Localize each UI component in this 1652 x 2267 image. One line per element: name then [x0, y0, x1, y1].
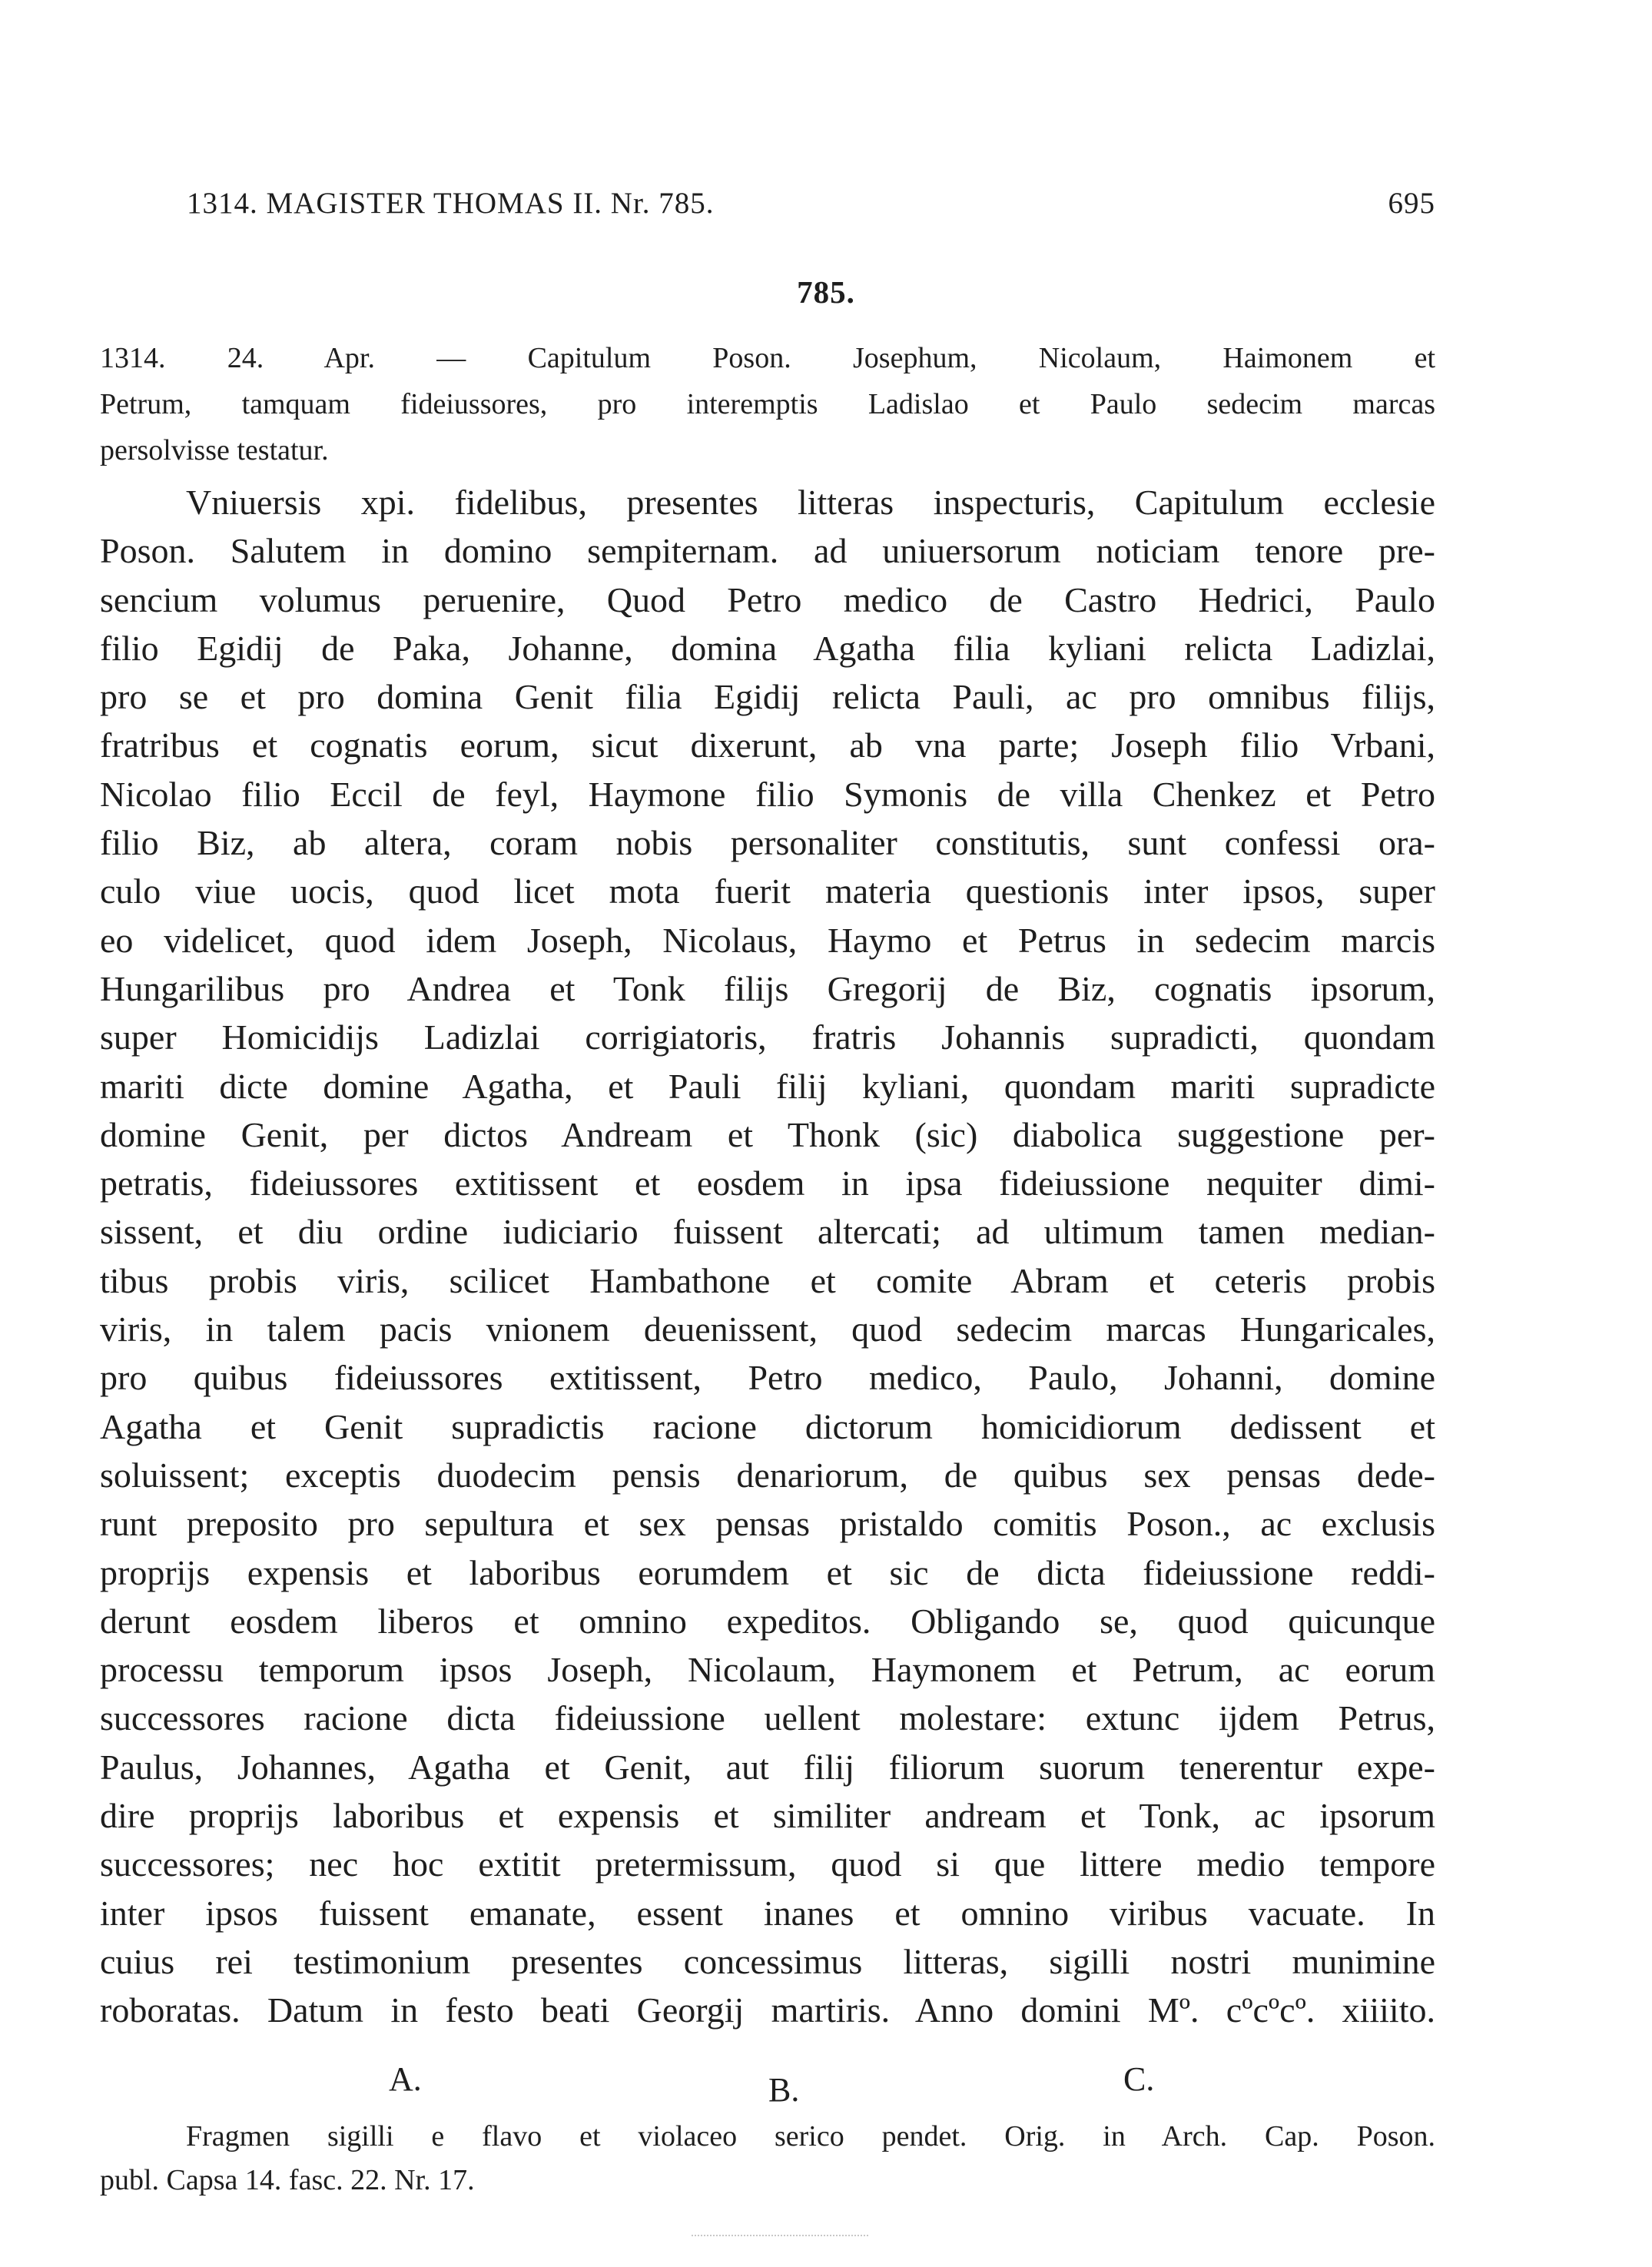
- charter-line: roboratas. Datum in festo beati Georgij martiris. Anno domini Mº. cºcºcº. xiiiito.: [100, 1990, 1435, 2030]
- sign-a: A.: [389, 2060, 422, 2098]
- footnote: [100, 2115, 1435, 2202]
- charter-line: mariti dicte domine Agatha, et Pauli filij kyliani, quondam mariti supradicte: [100, 1066, 1435, 1106]
- charter-line: runt preposito pro sepultura et sex pensas pristaldo comitis Poson., ac exclusis: [100, 1504, 1435, 1544]
- footnote-line: Fragmen sigilli e flavo et violaceo serico pendet. Orig. in Arch. Cap. Poson.: [186, 2120, 1435, 2152]
- charter-line: filio Biz, ab altera, coram nobis personaliter constitutis, sunt confessi ora-: [100, 823, 1435, 863]
- regest-line: Petrum, tamquam fideiussores, pro interemptis Ladislao et Paulo sedecim marcas: [100, 388, 1435, 420]
- charter-line: super Homicidijs Ladizlai corrigiatoris, fratris Johannis supradicti, quondam: [100, 1017, 1435, 1057]
- charter-line: Vniuersis xpi. fidelibus, presentes litteras inspecturis, Capitulum ecclesie: [186, 483, 1435, 522]
- sign-b: B.: [768, 2071, 800, 2109]
- charter-line: proprijs expensis et laboribus eorumdem et sic de dicta fideiussione reddi-: [100, 1552, 1435, 1592]
- charter-line: inter ipsos fuissent emanate, essent inanes et omnino viribus vacuate. In: [100, 1893, 1435, 1933]
- document-number: 785.: [797, 274, 855, 310]
- footnote-line: publ. Capsa 14. fasc. 22. Nr. 17.: [100, 2164, 475, 2196]
- charter-line: Hungarilibus pro Andrea et Tonk filijs Gregorij de Biz, cognatis ipsorum,: [100, 968, 1435, 1008]
- charter-line: culo viue uocis, quod licet mota fuerit materia questionis inter ipsos, super: [100, 871, 1435, 911]
- charter-line: fratribus et cognatis eorum, sicut dixerunt, ab vna parte; Joseph filio Vrbani,: [100, 725, 1435, 765]
- charter-line: petratis, fideiussores extitissent et eosdem in ipsa fideiussione nequiter dimi-: [100, 1163, 1435, 1203]
- charter-line: viris, in talem pacis vnionem deuenissent, quod sedecim marcas Hungaricales,: [100, 1309, 1435, 1349]
- charter-line: soluissent; exceptis duodecim pensis denariorum, de quibus sex pensas dede-: [100, 1455, 1435, 1495]
- charter-line: cuius rei testimonium presentes concessimus litteras, sigilli nostri munimine: [100, 1941, 1435, 1981]
- signatory-marks: [0, 2060, 1652, 2113]
- charter-line: Nicolao filio Eccil de feyl, Haymone filio Symonis de villa Chenkez et Petro: [100, 774, 1435, 814]
- charter-line: pro se et pro domina Genit filia Egidij relicta Pauli, ac pro omnibus filijs,: [100, 677, 1435, 717]
- sign-c: C.: [1123, 2060, 1155, 2098]
- charter-line: Poson. Salutem in domino sempiternam. ad uniuersorum noticiam tenore pre-: [100, 531, 1435, 571]
- charter-line: successores; nec hoc extitit pretermissum, quod si que littere medio tempore: [100, 1844, 1435, 1884]
- charter-line: successores racione dicta fideiussione uellent molestare: extunc ijdem Petrus,: [100, 1698, 1435, 1738]
- regest-line: persolvisse testatur.: [100, 434, 329, 466]
- charter-line: Agatha et Genit supradictis racione dictorum homicidiorum dedissent et: [100, 1406, 1435, 1446]
- regest-summary: [100, 335, 1435, 473]
- charter-line: Paulus, Johannes, Agatha et Genit, aut filij filiorum suorum tenerentur expe-: [100, 1747, 1435, 1787]
- charter-line: dire proprijs laboribus et expensis et similiter andream et Tonk, ac ipsorum: [100, 1796, 1435, 1836]
- running-head-title: 1314. MAGISTER THOMAS II. Nr. 785.: [187, 187, 715, 220]
- page-number: 695: [1388, 187, 1435, 220]
- charter-line: sissent, et diu ordine iudiciario fuissent altercati; ad ultimum tamen median-: [100, 1212, 1435, 1252]
- regest-line: 1314. 24. Apr. — Capitulum Poson. Josephum, Nicolaum, Haimonem et: [100, 342, 1435, 374]
- charter-line: sencium volumus peruenire, Quod Petro medico de Castro Hedrici, Paulo: [100, 579, 1435, 619]
- charter-line: eo videlicet, quod idem Joseph, Nicolaus, Haymo et Petrus in sedecim marcis: [100, 920, 1435, 960]
- charter-text: [100, 478, 1435, 2035]
- charter-line: derunt eosdem liberos et omnino expeditos. Obligando se, quod quicunque: [100, 1601, 1435, 1641]
- charter-line: tibus probis viris, scilicet Hambathone et comite Abram et ceteris probis: [100, 1260, 1435, 1300]
- charter-line: filio Egidij de Paka, Johanne, domina Agatha filia kyliani relicta Ladizlai,: [100, 628, 1435, 668]
- charter-line: domine Genit, per dictos Andream et Thonk (sic) diabolica suggestione per-: [100, 1114, 1435, 1154]
- charter-line: pro quibus fideiussores extitissent, Petro medico, Paulo, Johanni, domine: [100, 1358, 1435, 1398]
- scan-smudge: [692, 2235, 868, 2242]
- charter-line: processu temporum ipsos Joseph, Nicolaum, Haymonem et Petrum, ac eorum: [100, 1650, 1435, 1690]
